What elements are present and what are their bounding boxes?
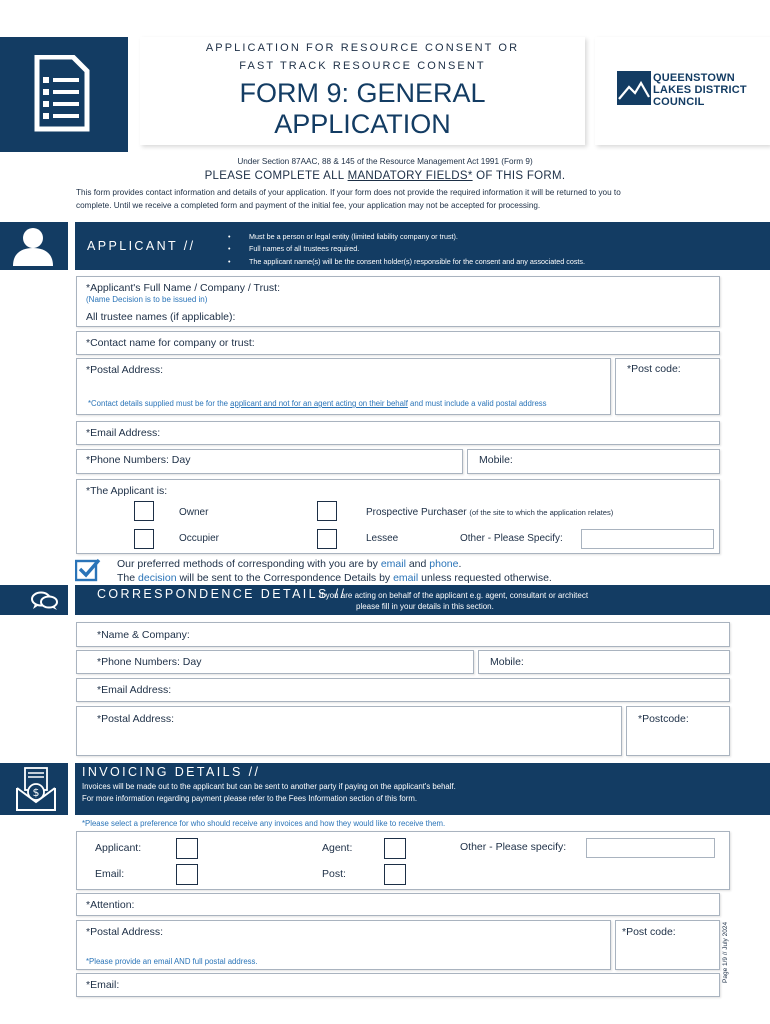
council-name-1: QUEENSTOWN	[653, 72, 735, 84]
invoicing-line-1: Invoices will be made out to the applicant but can be sent to another party if paying on the applicant's behalf.	[82, 782, 456, 791]
applicant-icon-panel	[0, 222, 68, 270]
other-specify-label: Other - Please Specify:	[460, 533, 563, 544]
preference-line-1-pre: Our preferred methods of corresponding with you are by	[117, 558, 381, 570]
invoice-email-field-label: *Email:	[86, 979, 120, 991]
preference-line-2-mid: will be sent to the Correspondence Details by	[176, 572, 394, 584]
invoice-applicant-checkbox[interactable]	[176, 838, 198, 859]
corr-email-field[interactable]	[76, 678, 730, 702]
correspondence-section-title: CORRESPONDENCE DETAILS //	[97, 587, 347, 601]
intro-paragraph-2: complete. Until we receive a completed form and payment of the initial fee, your application may not be accepted for processing.	[76, 201, 541, 210]
invoice-postal-note: *Please provide an email AND full postal address.	[86, 957, 258, 966]
form-title-line2: APPLICATION	[274, 109, 451, 139]
postal-note	[88, 399, 547, 408]
attention-label: *Attention:	[86, 899, 135, 911]
invoicing-select-note: *Please select a preference for who should receive any invoices and how they would like to receive them.	[82, 819, 446, 828]
page-footer: Page 1/9 // July 2024	[722, 921, 729, 983]
mobile-label: Mobile:	[479, 454, 513, 466]
mandatory-post: OF THIS FORM.	[472, 170, 566, 182]
preference-line-2-end: unless requested otherwise.	[418, 572, 552, 584]
trustee-label: All trustee names (if applicable):	[86, 311, 236, 323]
preference-decision: decision	[138, 572, 177, 584]
chat-bubbles-icon	[30, 590, 60, 611]
mandatory-pre: PLEASE COMPLETE ALL	[204, 170, 348, 182]
applicant-bullet-dot-3: •	[228, 257, 231, 266]
applicant-name-note: (Name Decision is to be issued in)	[86, 295, 208, 304]
council-name-3: COUNCIL	[653, 96, 705, 108]
invoice-agent-checkbox[interactable]	[384, 838, 406, 859]
occupier-label: Occupier	[179, 533, 220, 544]
preference-line-2	[117, 572, 552, 584]
preference-line-1	[117, 558, 461, 570]
corr-postcode-label: *Postcode:	[638, 713, 689, 725]
invoicing-section-title: INVOICING DETAILS //	[82, 765, 261, 779]
applicant-bullet-dot-1: •	[228, 232, 231, 241]
prospective-purchaser-checkbox[interactable]	[317, 501, 337, 521]
invoice-email-field[interactable]	[76, 973, 720, 997]
checkbox-checked-icon	[75, 558, 101, 582]
correspondence-icon-panel	[0, 585, 68, 615]
invoice-post-label: Post:	[322, 868, 346, 880]
owner-checkbox[interactable]	[134, 501, 154, 521]
attention-field[interactable]	[76, 893, 720, 916]
mandatory-notice	[0, 170, 770, 182]
correspondence-subtitle-1: If you are acting on behalf of the applicant e.g. agent, consultant or architect	[319, 591, 589, 600]
applicant-type-label: *The Applicant is:	[86, 485, 168, 497]
preference-line-1-mid: and	[405, 558, 430, 570]
council-logo-panel	[595, 37, 770, 145]
applicant-bullet-2: Full names of all trustees required.	[249, 244, 360, 253]
email-address-label: *Email Address:	[86, 427, 161, 439]
council-logo-icon	[617, 71, 651, 105]
preference-email-2: email	[393, 572, 419, 584]
preference-line-2-pre: The	[117, 572, 139, 584]
postal-note-post: and must include a valid postal address	[407, 399, 547, 408]
invoice-other-label: Other - Please specify:	[460, 841, 567, 853]
invoice-applicant-label: Applicant:	[95, 842, 142, 854]
invoice-postcode-label: *Post code:	[622, 926, 676, 938]
postcode-label: *Post code:	[627, 363, 681, 375]
contact-name-label: *Contact name for company or trust:	[86, 337, 255, 349]
header-kicker-2: FAST TRACK RESOURCE CONSENT	[239, 60, 486, 72]
svg-text:$: $	[32, 786, 40, 799]
applicant-bullet-3: The applicant name(s) will be the consent holder(s) responsible for the consent and any associated costs.	[249, 257, 585, 266]
mandatory-link[interactable]: MANDATORY FIELDS*	[347, 170, 473, 182]
owner-label: Owner	[179, 507, 209, 518]
form-title-line1: FORM 9: GENERAL	[239, 78, 486, 108]
corr-mobile-label: Mobile:	[490, 656, 524, 668]
statute-line: Under Section 87AAC, 88 & 145 of the Resource Management Act 1991 (Form 9)	[237, 157, 533, 166]
lessee-checkbox[interactable]	[317, 529, 337, 549]
postal-note-link[interactable]: applicant and not for an agent acting on their behalf	[230, 399, 408, 408]
header-icon-panel	[0, 37, 128, 152]
occupier-checkbox[interactable]	[134, 529, 154, 549]
invoice-other-input[interactable]	[586, 838, 715, 858]
prospective-purchaser-note: (of the site to which the application relates)	[469, 508, 614, 517]
applicant-section-title: APPLICANT //	[87, 239, 196, 253]
corr-email-label: *Email Address:	[97, 684, 172, 696]
preference-phone: phone	[429, 558, 459, 570]
corr-phone-day-label: *Phone Numbers: Day	[97, 656, 202, 668]
corr-name-label: *Name & Company:	[97, 629, 190, 641]
header-kicker-1: APPLICATION FOR RESOURCE CONSENT OR	[205, 42, 520, 54]
corr-postal-label: *Postal Address:	[97, 713, 175, 725]
applicant-bullet-dot-2: •	[228, 244, 231, 253]
applicant-bullet-1: Must be a person or legal entity (limited liability company or trust).	[249, 232, 458, 241]
invoice-email-label: Email:	[95, 868, 125, 880]
invoice-post-checkbox[interactable]	[384, 864, 406, 885]
person-icon	[10, 226, 56, 266]
lessee-label: Lessee	[366, 533, 399, 544]
phone-day-label: *Phone Numbers: Day	[86, 454, 191, 466]
prospective-purchaser-label	[366, 507, 613, 518]
invoice-agent-label: Agent:	[322, 842, 353, 854]
council-name-2: LAKES DISTRICT	[653, 84, 747, 96]
postal-address-label: *Postal Address:	[86, 364, 164, 376]
invoice-email-checkbox[interactable]	[176, 864, 198, 885]
applicant-name-label: *Applicant's Full Name / Company / Trust:	[86, 282, 280, 294]
invoicing-icon-panel	[0, 763, 68, 815]
email-address-field[interactable]	[76, 421, 720, 445]
other-specify-input[interactable]	[581, 529, 714, 549]
invoice-envelope-icon	[14, 766, 58, 812]
correspondence-subtitle-2: please fill in your details in this section.	[356, 602, 494, 611]
postal-note-pre: *Contact details supplied must be for the	[88, 399, 231, 408]
invoicing-line-2: For more information regarding payment please refer to the Fees Information section of this form.	[82, 794, 417, 803]
prospective-purchaser-text: Prospective Purchaser	[366, 507, 467, 518]
preference-email: email	[380, 558, 406, 570]
intro-paragraph-1: This form provides contact information and details of your application. If your form does not provide the required information it will be returned to you to	[76, 188, 621, 197]
preference-line-1-end: .	[458, 558, 462, 570]
document-list-icon	[33, 55, 91, 133]
invoice-postal-label: *Postal Address:	[86, 926, 164, 938]
